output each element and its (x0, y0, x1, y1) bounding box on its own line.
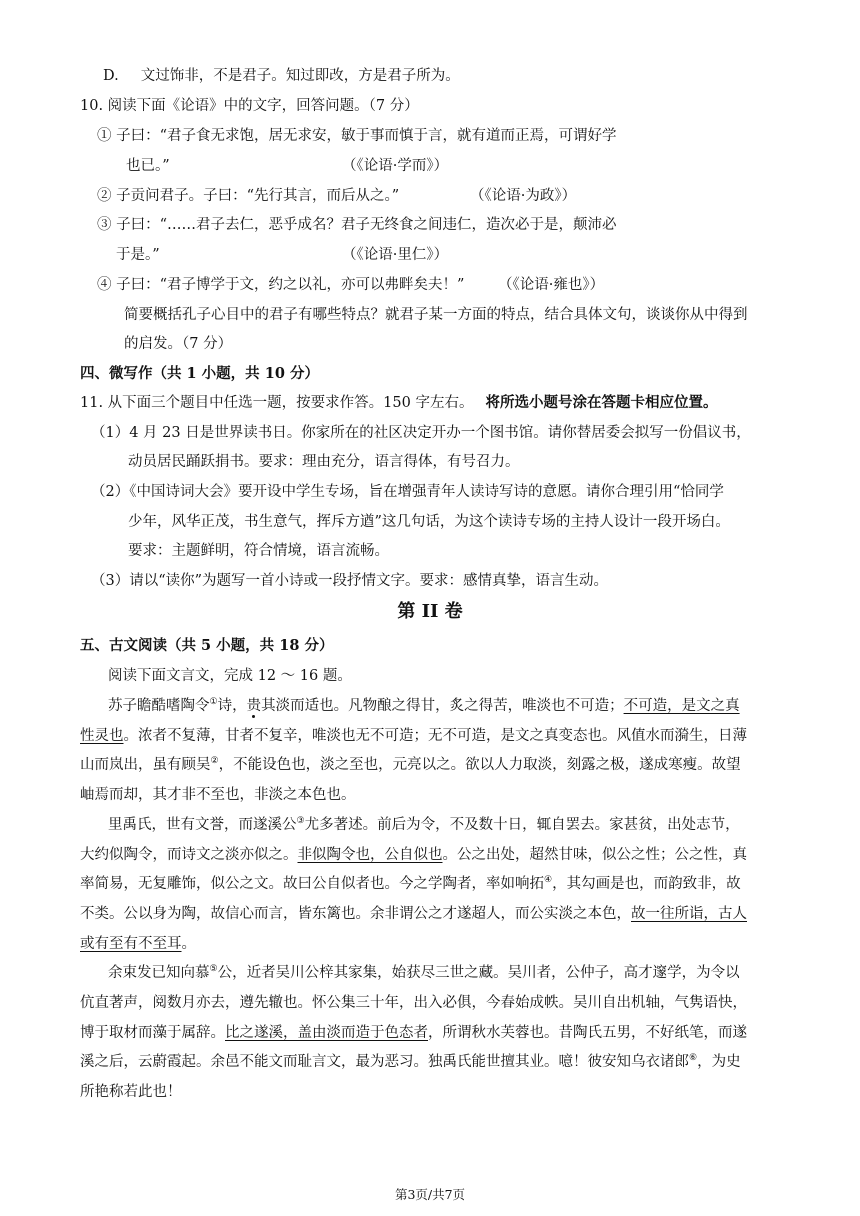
q11-option-1: （1）4 月 23 日是世界读书日。你家所在的社区决定开办一个图书馆。请你替居委会拟写一份倡议书， (91, 425, 751, 441)
q11-instruction-bold: 将所选小题号涂在答题卡相应位置。 (485, 394, 718, 411)
passage-p2-line-1 (108, 815, 740, 835)
text: 诗， (217, 698, 247, 714)
option-d (103, 66, 460, 86)
passage-p2-line-2 (80, 845, 747, 865)
passage-p2-line-3 (80, 874, 741, 894)
q10-quote-4: ④ 子曰：“君子博学于文，约之以礼，亦可以弗畔矣夫！” (97, 277, 465, 293)
text: 不类。公以身为陶，故信心而言，皆东篱也。余非谓公之才遂超人，而公实淡之本色， (80, 906, 631, 922)
q10-quote-3: ③ 子曰：“……君子去仁，恶乎成名？君子无终食之间违仁，造次必于是，颠沛必 (97, 217, 617, 233)
option-d-text: 文过饰非，不是君子。知过即改，方是君子所为。 (140, 68, 460, 84)
q10-source-2: （《论语·为政》） (470, 188, 577, 204)
text: 博于取材而藻于属辞。 (80, 1025, 225, 1041)
passage-p3-line-2: 伉直著声，阅数月亦去，遵先辙也。怀公集三十年，出入必俱，今春始成帙。吴川自出机轴，气隽语快， (80, 995, 747, 1011)
text: 余束发已知向慕 (108, 965, 210, 981)
q10-title: 10. 阅读下面《论语》中的文字，回答问题。（7 分） (80, 98, 419, 114)
q11-intro-text: 11. 从下面三个题目中任选一题，按要求作答。150 字左右。 (80, 395, 474, 411)
footnote-mark: ⑤ (209, 964, 218, 975)
text: ，所谓秋水芙蓉也。昔陶氏五男，不好纸笔，而遂 (428, 1025, 747, 1041)
footnote-mark: ⑥ (689, 1053, 698, 1064)
q10-question-cont: 的启发。（7 分） (124, 336, 233, 352)
text: ，不能设色也，淡之至也，元亮以之。欲以人力取淡，刻露之极，遂成寒瘦。故望 (218, 757, 741, 773)
text: ，为史 (697, 1054, 741, 1070)
q11-option-2-cont: 少年，风华正茂，书生意气，挥斥方遒”这几句话，为这个读诗专场的主持人设计一段开场白。 (128, 514, 730, 530)
underlined-text: 不可造，是文之真 (623, 698, 740, 714)
q11-option-1-cont: 动员居民踊跃捐书。要求：理由充分，语言得体，有号召力。 (128, 454, 520, 470)
underlined-text: 非似陶令也，公自似也 (297, 847, 443, 863)
passage-p1-line-1 (108, 696, 740, 716)
section-5-heading: 五、古文阅读（共 5 小题，共 18 分） (80, 637, 334, 654)
text: 溪之后，云蔚霞起。余邑不能文而耻言文，最为恶习。独禹氏能世擅其业。噫！彼安知乌衣诸郎 (80, 1054, 689, 1070)
q10-quote-1: ① 子曰：“君子食无求饱，居无求安，敏于事而慎于言，就有道而正焉，可谓好学 (97, 128, 617, 144)
underlined-text: 或有至有不至耳 (80, 936, 182, 952)
footnote-mark: ② (210, 756, 219, 767)
q11-option-2: （2）《中国诗词大会》要开设中学生专场，旨在增强青年人读诗写诗的意愿。请你合理引用“恰同学 (91, 484, 724, 500)
q10-source-4: （《论语·雍也》） (498, 277, 605, 293)
volume-title: 第 II 卷 (397, 601, 463, 622)
section-4-heading: 四、微写作（共 1 小题，共 10 分） (80, 365, 319, 382)
option-d-label: D. (103, 68, 119, 84)
text: 率简易，无复雕饰，似公之文。故曰公自似者也。今之学陶者，率如响拓 (80, 876, 544, 892)
footnote-mark: ④ (544, 875, 553, 886)
text: 。浓者不复薄，甘者不复辛，唯淡也无不可造；无不可造，是文之真变态也。风值水而漪生，日薄 (123, 728, 747, 744)
page-number: 第3页/共7页 (394, 1187, 466, 1202)
text: 里禹氏，世有文誉，而遂溪公 (108, 817, 297, 833)
emphasis-dot-char: 贵 (246, 698, 262, 714)
passage-p2-line-5 (80, 934, 196, 954)
footnote-mark: ① (209, 697, 218, 708)
passage-p3-line-3 (80, 1023, 747, 1043)
passage-p1-line-3 (80, 755, 741, 775)
text: 尤多著述。前后为令，不及数十日，辄自罢去。家甚贫，出处志节， (304, 817, 740, 833)
footnote-mark: ③ (296, 816, 305, 827)
passage-p1-line-2 (80, 726, 747, 746)
text: ，其勾画是也，而韵致非，故 (552, 876, 741, 892)
q10-quote-3-cont: 于是。” (116, 247, 160, 263)
underlined-text: 比之遂溪，盖由淡而造于色态者 (225, 1025, 428, 1041)
text: 大约似陶令，而诗文之淡亦似之。 (80, 847, 298, 863)
q10-quote-2: ② 子贡问君子。子曰：“先行其言，而后从之。” (97, 188, 400, 204)
section-5-instruction: 阅读下面文言文，完成 12 ～ 16 题。 (108, 668, 352, 684)
q10-quote-1-cont: 也已。” (126, 158, 170, 174)
passage-p1-line-4: 岫焉而却，其才非不至也，非淡之本色也。 (80, 787, 356, 803)
q10-question: 简要概括孔子心目中的君子有哪些特点？就君子某一方面的特点，结合具体文句，谈谈你从中得到 (124, 307, 748, 323)
text: 苏子瞻酷嗜陶令 (108, 698, 210, 714)
q11-option-3: （3）请以“读你”为题写一首小诗或一段抒情文字。要求：感情真挚，语言生动。 (91, 573, 609, 589)
text: 。 (181, 936, 196, 952)
passage-p2-line-4 (80, 904, 747, 924)
underlined-text: 性灵也 (80, 728, 124, 744)
q10-source-1: （《论语·学而》） (342, 158, 449, 174)
q10-source-3: （《论语·里仁》） (342, 247, 449, 263)
q11-intro (80, 393, 717, 413)
text: 公，近者吴川公梓其家集，始获尽三世之藏。吴川者，公仲子，高才邃学，为令以 (217, 965, 740, 981)
q11-option-2-req: 要求：主题鲜明，符合情境，语言流畅。 (128, 543, 389, 559)
underlined-text: 故一往所诣，古人 (631, 906, 747, 922)
passage-p3-line-1 (108, 963, 740, 983)
passage-p3-line-4 (80, 1052, 741, 1072)
passage-p3-line-5: 所艳称若此也！ (80, 1084, 182, 1100)
text: 其淡而适也。凡物酿之得甘，炙之得苦，唯淡也不可造； (261, 698, 624, 714)
text: 山而岚出，虽有顾吴 (80, 757, 211, 773)
text: 。公之出处，超然甘味，似公之性；公之性，真 (442, 847, 747, 863)
